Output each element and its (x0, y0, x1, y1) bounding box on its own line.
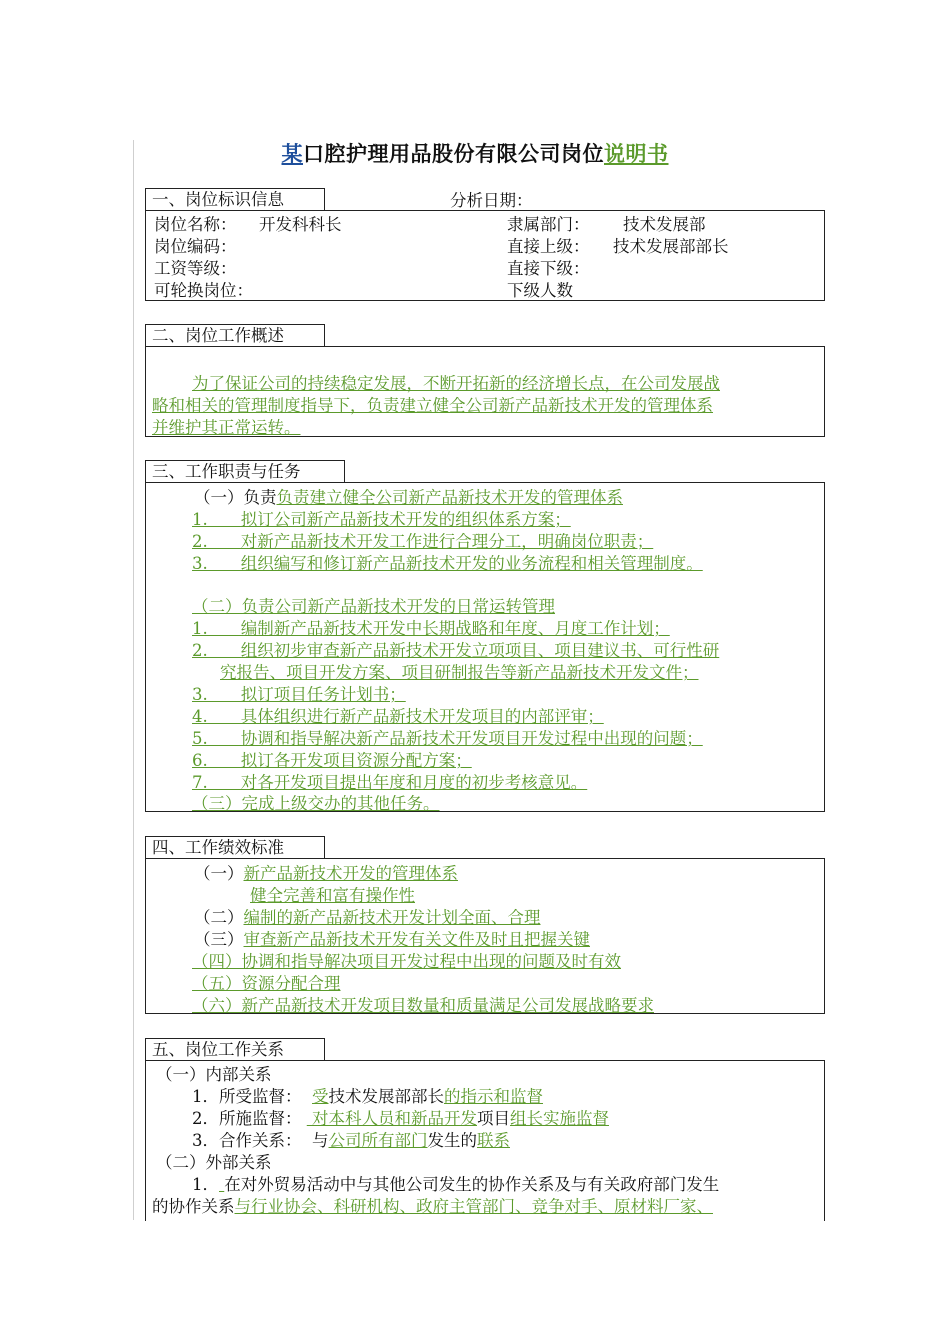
summary-line-3: 并维护其正常运转。 (152, 418, 301, 437)
standard-1-cont: 健全完善和富有操作性 (250, 886, 415, 905)
dept-label: 隶属部门： (507, 215, 590, 234)
standard-4: （四）协调和指导解决项目开发过程中出现的问题及时有效 (192, 952, 621, 971)
page-title: 某口腔护理用品股份有限公司岗位说明书 (281, 141, 669, 166)
duty-2-4: 4. 具体组织进行新产品新技术开发项目的内部评审； (192, 707, 604, 726)
external-line-2: 的协作关系与行业协会、科研机构、政府主管部门、竞争对手、原材料厂家、 (152, 1197, 713, 1216)
direct-superior-label: 直接上级： (507, 237, 590, 256)
standard-6: （六）新产品新技术开发项目数量和质量满足公司发展战略要求 (192, 996, 654, 1015)
section3-box (145, 482, 825, 812)
internal-relations-heading: （一）内部关系 (156, 1065, 272, 1084)
rotation-label: 可轮换岗位： (154, 281, 253, 300)
duty-1-1: 1. 拟订公司新产品新技术开发的组织体系方案； (192, 510, 571, 529)
direct-subordinate-label: 直接下级： (507, 259, 590, 278)
duty-2-3: 3. 拟订项目任务计划书； (192, 685, 406, 704)
section4-header: 四、工作绩效标准 (145, 836, 325, 859)
analysis-date-label: 分析日期： (450, 191, 533, 210)
section5-header: 五、岗位工作关系 (145, 1038, 325, 1061)
salary-grade-label: 工资等级： (154, 259, 237, 278)
section1-header: 一、岗位标识信息 (145, 188, 325, 211)
section2-header: 二、岗位工作概述 (145, 324, 325, 347)
left-margin-line (133, 140, 134, 1220)
duty-1-2: 2. 对新产品新技术开发工作进行合理分工，明确岗位职责； (192, 532, 654, 551)
standard-1: （一）新产品新技术开发的管理体系 (194, 864, 458, 883)
duty-2-1: 1. 编制新产品新技术开发中长期战略和年度、月度工作计划； (192, 619, 670, 638)
duty-2-2-cont: 究报告、项目开发方案、项目研制报告等新产品新技术开发文件； (220, 663, 699, 682)
summary-line-1: 为了保证公司的持续稳定发展，不断开拓新的经济增长点，在公司发展战 (192, 374, 720, 393)
duty-2-5: 5. 协调和指导解决新产品新技术开发项目开发过程中出现的问题； (192, 729, 703, 748)
job-code-label: 岗位编码： (154, 237, 237, 256)
summary-line-2: 略和相关的管理制度指导下，负责建立健全公司新产品新技术开发的管理体系 (152, 396, 713, 415)
duty-group-3: （三）完成上级交办的其他任务。 (192, 794, 440, 813)
section3-header: 三、工作职责与任务 (145, 460, 345, 483)
duty-1-3: 3. 组织编写和修订新产品新技术开发的业务流程和相关管理制度。 (192, 554, 703, 573)
standard-2: （二）编制的新产品新技术开发计划全面、合理 (194, 908, 541, 927)
external-line-1: 1． 在对外贸易活动中与其他公司发生的协作关系及与有关政府部门发生 (192, 1175, 720, 1194)
standard-5: （五）资源分配合理 (192, 974, 341, 993)
dept-value: 技术发展部 (623, 215, 706, 234)
cooperation-row: 3．合作关系： 与公司所有部门发生的联系 (192, 1131, 510, 1150)
supervised-by-row: 1．所受监督： 受技术发展部部长的指示和监督 (192, 1087, 543, 1106)
external-relations-heading: （二）外部关系 (156, 1153, 272, 1172)
supervises-row: 2．所施监督： 对本科人员和新品开发项目组长实施监督 (192, 1109, 609, 1128)
duty-2-2: 2. 组织初步审查新产品新技术开发立项项目、项目建议书、可行性研 (192, 641, 720, 660)
duty-2-6: 6. 拟订各开发项目资源分配方案； (192, 751, 472, 770)
subordinate-count-label: 下级人数 (507, 281, 573, 300)
job-name-value: 开发科科长 (259, 215, 342, 234)
section1-box (145, 210, 825, 301)
job-name-label: 岗位名称： (154, 215, 237, 234)
duty-2-7: 7. 对各开发项目提出年度和月度的初步考核意见。 (192, 773, 588, 792)
duty-group-2: （二）负责公司新产品新技术开发的日常运转管理 (192, 597, 555, 616)
section2-box (145, 346, 825, 437)
standard-3: （三）审查新产品新技术开发有关文件及时且把握关键 (194, 930, 590, 949)
section4-box (145, 858, 825, 1014)
duty-group-1: （一）负责负责建立健全公司新产品新技术开发的管理体系 (194, 488, 623, 507)
section5-box (145, 1060, 825, 1221)
direct-superior-value: 技术发展部部长 (613, 237, 729, 256)
